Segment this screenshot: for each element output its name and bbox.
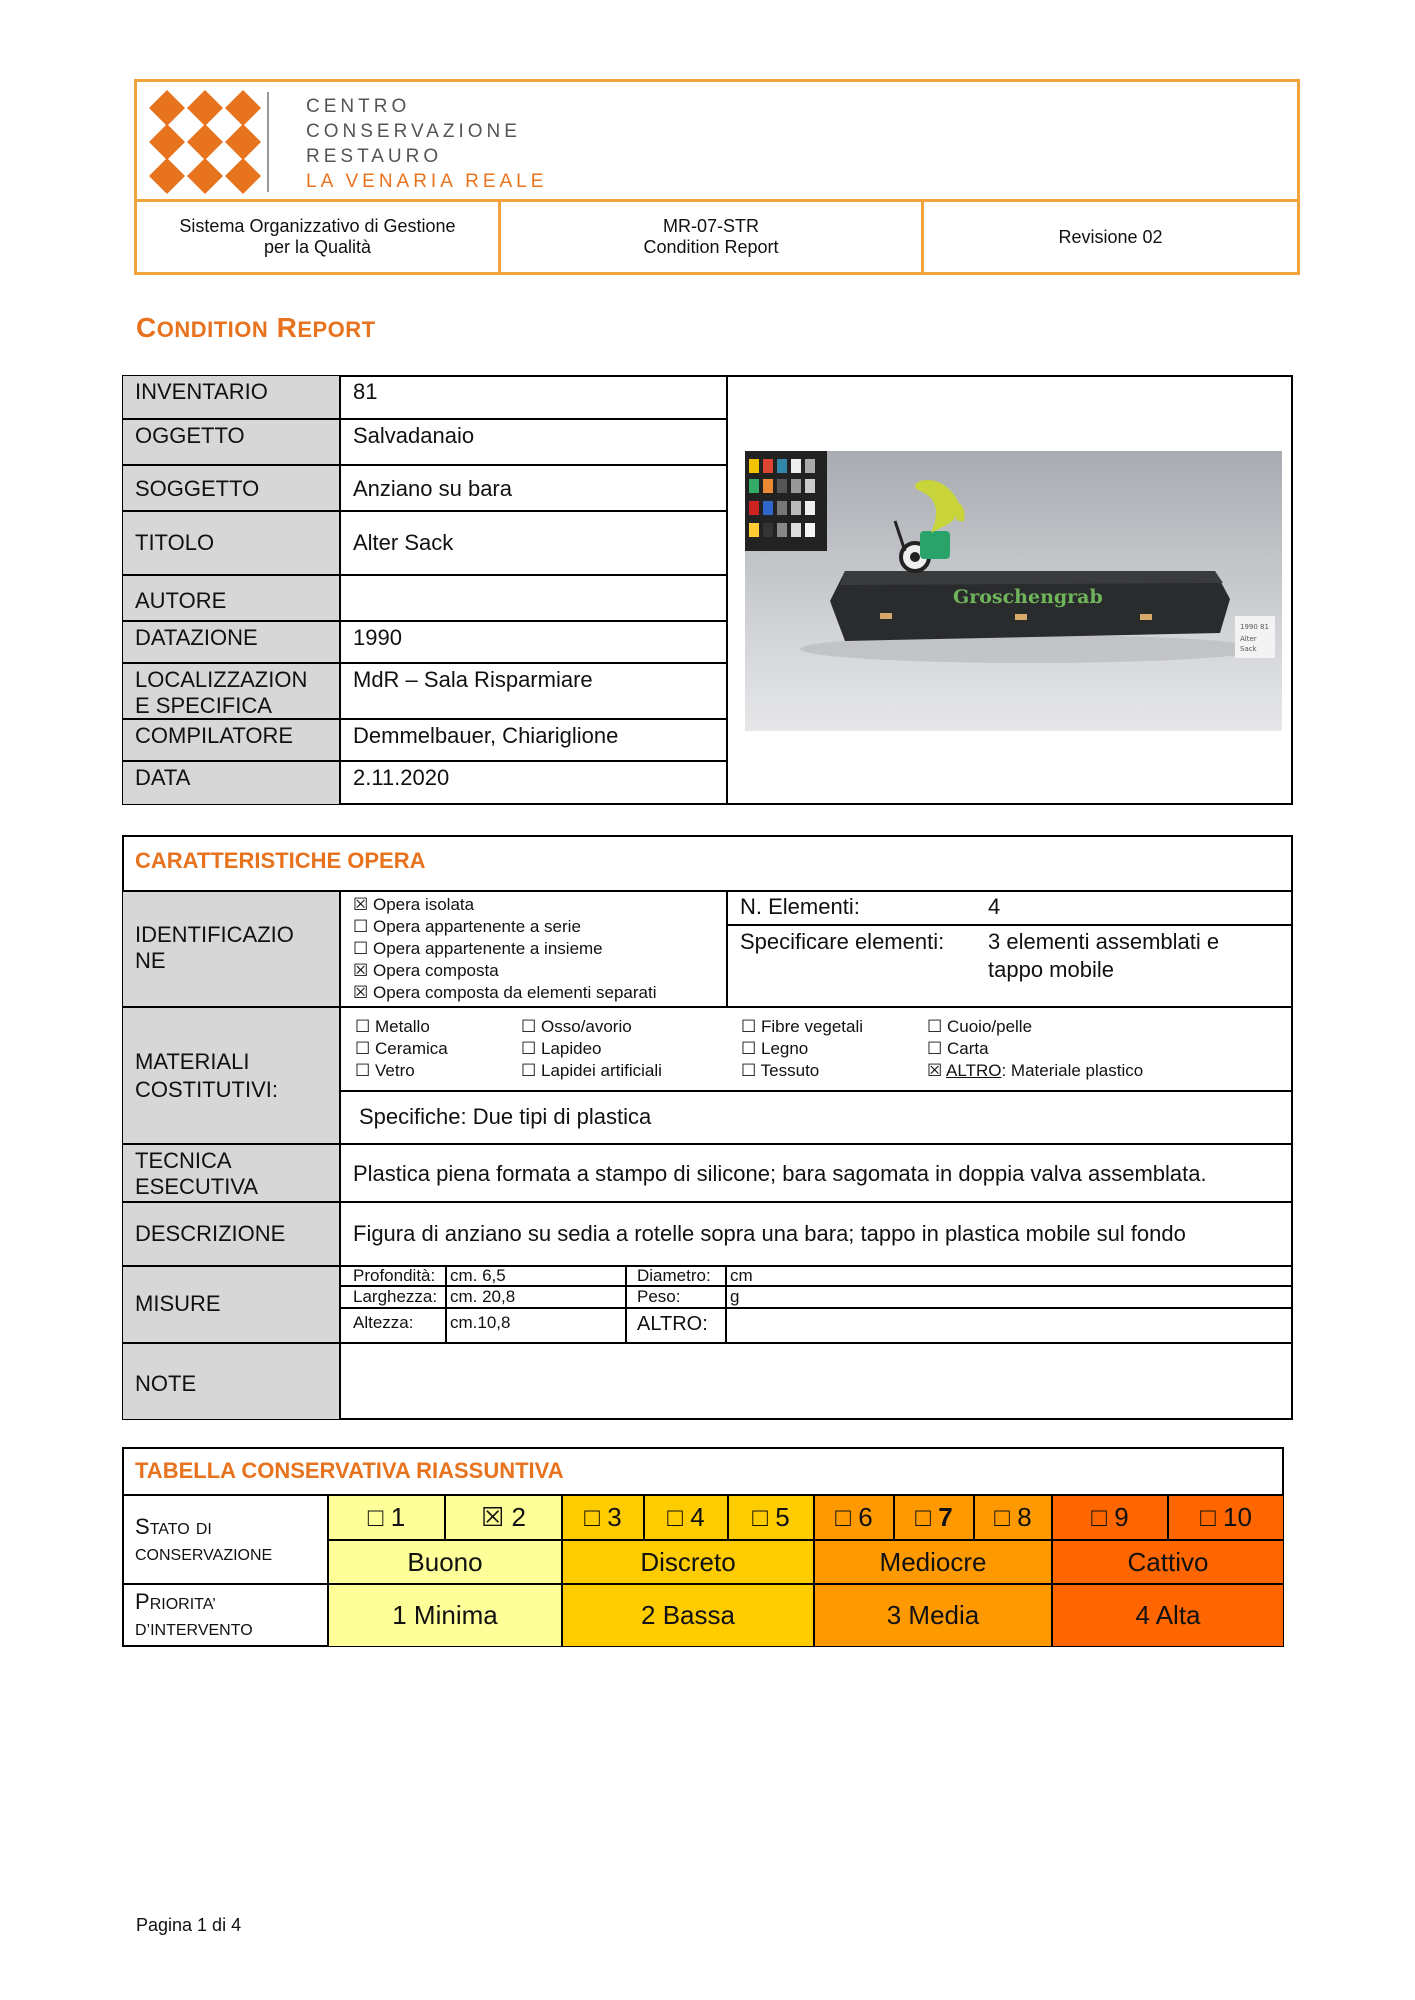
score-7[interactable]: □ 7 [894,1495,974,1540]
label-soggetto: SOGGETTO [122,465,340,511]
materiali-col-1 [355,1016,448,1082]
spec-elementi-row [727,925,1293,1007]
priority-alta: 4 Alta [1052,1584,1284,1647]
specifiche-row [340,1091,1293,1144]
diametro-label: Diametro: [626,1266,726,1286]
label-descrizione: DESCRIZIONE [122,1202,340,1266]
characteristics-title-row [122,835,1293,891]
check-metallo[interactable]: ☐ Metallo [355,1017,430,1036]
score-3[interactable]: □ 3 [562,1495,644,1540]
label-materiali: MATERIALI COSTITUTIVI: [122,1007,340,1144]
check-legno[interactable]: ☐ Legno [741,1039,809,1058]
label-note: NOTE [122,1343,340,1420]
altro-value [726,1308,1293,1343]
label-inventario: INVENTARIO [122,375,340,419]
peso-value: g [726,1286,1293,1308]
n-elementi-value: 4 [988,894,1001,919]
label-oggetto: OGGETTO [122,419,340,465]
svg-text:Alter: Alter [1240,635,1257,643]
label-autore: AUTORE [122,575,340,621]
conservation-title: TABELLA CONSERVATIVA RIASSUNTIVA [135,1458,564,1483]
materiali-col-3 [741,1016,863,1082]
check-opera-insieme[interactable]: ☐ Opera appartenente a insieme [353,939,603,958]
spec-elementi-value: 3 elementi assemblati e tappo mobile [988,929,1220,982]
n-elementi-row [727,891,1293,925]
label-tecnica: TECNICA ESECUTIVA [122,1144,340,1202]
svg-text:1990 81: 1990 81 [1240,623,1269,631]
check-lapidei-artificiali[interactable]: ☐ Lapidei artificiali [521,1061,662,1080]
check-osso-avorio[interactable]: ☐ Osso/avorio [521,1017,632,1036]
label-identificazione: IDENTIFICAZIO NE [122,891,340,1007]
materiali-checklist [340,1007,1293,1091]
label-data: DATA [122,761,340,805]
check-fibre-vegetali[interactable]: ☐ Fibre vegetali [741,1017,864,1036]
conservation-title-row [122,1447,1284,1495]
check-ceramica[interactable]: ☐ Ceramica [355,1039,448,1058]
page-number: Pagina 1 di 4 [136,1915,242,1935]
larghezza-value: cm. 20,8 [446,1286,626,1308]
score-5[interactable]: □ 5 [728,1495,814,1540]
value-autore [340,575,727,621]
score-10[interactable]: □ 10 [1168,1495,1284,1540]
value-data: 2.11.2020 [340,761,727,805]
logo-line-3: RESTAURO [306,146,443,167]
header-revision: Revisione 02 [1058,226,1163,247]
label-misure: MISURE [122,1266,340,1343]
score-6[interactable]: □ 6 [814,1495,894,1540]
label-compilatore: COMPILATORE [122,719,340,761]
priority-media: 3 Media [814,1584,1052,1647]
diametro-value: cm [726,1266,1293,1286]
header-code: MR-07-STR [662,216,759,236]
logo-line-1: CENTRO [306,96,411,117]
label-localizzazione: LOCALIZZAZION E SPECIFICA [122,663,340,719]
check-lapideo[interactable]: ☐ Lapideo [521,1039,602,1058]
score-9[interactable]: □ 9 [1052,1495,1168,1540]
value-descrizione: Figura di anziano su sedia a rotelle sopra una bara; tappo in plastica mobile sul fondo [340,1202,1293,1266]
spec-elementi-label: Specificare elementi: [740,929,945,954]
check-opera-composta-separati[interactable]: ☒ Opera composta da elementi separati [353,983,657,1002]
priority-bassa: 2 Bassa [562,1584,814,1647]
profondita-value: cm. 6,5 [446,1266,626,1286]
logo-row [137,82,1297,202]
value-titolo: Alter Sack [340,511,727,575]
score-8[interactable]: □ 8 [974,1495,1052,1540]
value-localizzazione: MdR – Sala Risparmiare [340,663,727,719]
header-cell-code [501,202,924,272]
altezza-label: Altezza: [340,1308,446,1343]
header-doc-name: Condition Report [643,237,779,257]
value-note [340,1343,1293,1420]
object-photo [745,451,1282,731]
check-cuoio-pelle[interactable]: ☐ Cuoio/pelle [927,1017,1033,1036]
value-compilatore: Demmelbauer, Chiariglione [340,719,727,761]
label-stato-conservazione: STATO DI CONSERVAZIONE [122,1495,328,1584]
label-datazione: DATAZIONE [122,621,340,663]
check-opera-serie[interactable]: ☐ Opera appartenente a serie [353,917,581,936]
document-header [134,79,1300,275]
n-elementi-label: N. Elementi: [740,894,860,919]
specifiche-text: Specifiche: Due tipi di plastica [359,1104,652,1129]
larghezza-label: Larghezza: [340,1286,446,1308]
profondita-label: Profondità: [340,1266,446,1286]
identificazione-checklist [340,891,727,1007]
value-oggetto: Salvadanaio [340,419,727,465]
value-datazione: 1990 [340,621,727,663]
altro-label: ALTRO: [626,1308,726,1343]
state-buono: Buono [328,1540,562,1584]
score-2[interactable]: ☒ 2 [445,1495,562,1540]
label-titolo: TITOLO [122,511,340,575]
check-altro[interactable]: ☒ ALTRO: Materiale plastico [927,1061,1144,1080]
header-cell-revision [924,202,1297,272]
logo-text [306,94,547,194]
header-cell-system [137,202,501,272]
altezza-value: cm.10,8 [446,1308,626,1343]
check-opera-isolata[interactable]: ☒ Opera isolata [353,895,475,914]
state-cattivo: Cattivo [1052,1540,1284,1584]
logo-divider [267,92,269,192]
label-priorita-intervento: PRIORITA’ D’INTERVENTO [122,1584,328,1647]
svg-text:Sack: Sack [1240,645,1257,653]
value-tecnica: Plastica piena formata a stampo di silicone; bara sagomata in doppia valva assemblata. [340,1144,1293,1202]
check-tessuto[interactable]: ☐ Tessuto [741,1061,820,1080]
coffin-inscription: Groschengrab [953,586,1103,608]
characteristics-title: CARATTERISTICHE OPERA [135,848,426,873]
materiali-col-2 [521,1016,662,1082]
state-mediocre: Mediocre [814,1540,1052,1584]
header-system-text: Sistema Organizzativo di Gestione per la Qualità [179,216,456,257]
page-title: CONDITION REPORT [136,312,376,343]
logo-line-2: CONSERVAZIONE [306,121,521,142]
coffin-figure [830,571,1230,641]
score-1[interactable]: □ 1 [328,1495,445,1540]
materiali-col-4 [927,1016,1143,1082]
state-discreto: Discreto [562,1540,814,1584]
score-4[interactable]: □ 4 [644,1495,728,1540]
value-inventario: 81 [340,375,727,419]
value-soggetto: Anziano su bara [340,465,727,511]
check-vetro[interactable]: ☐ Vetro [355,1061,415,1080]
priority-minima: 1 Minima [328,1584,562,1647]
ccr-logo-icon [147,88,267,196]
check-opera-composta[interactable]: ☒ Opera composta [353,961,499,980]
peso-label: Peso: [626,1286,726,1308]
logo-line-4: LA VENARIA REALE [306,171,548,192]
check-carta[interactable]: ☐ Carta [927,1039,989,1058]
color-checker-chart [745,451,827,551]
